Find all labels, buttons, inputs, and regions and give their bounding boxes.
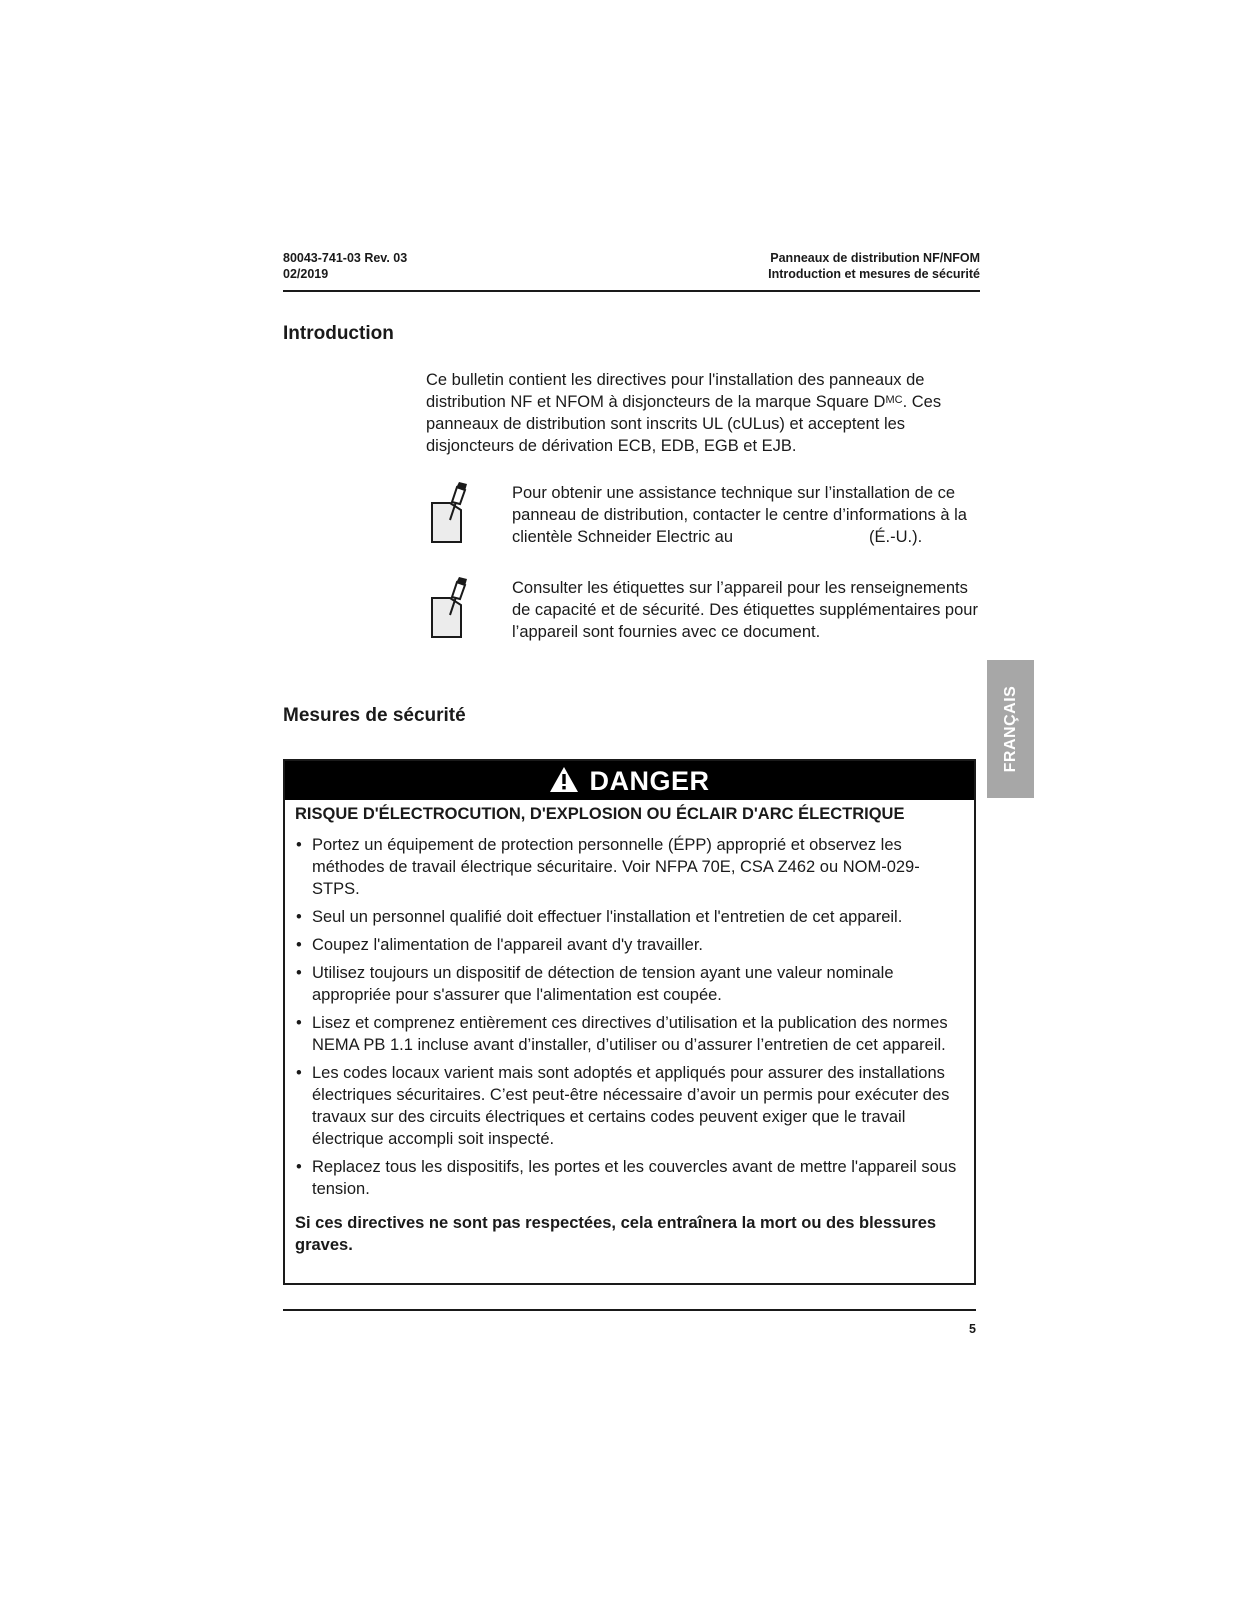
list-item-text: Replacez tous les dispositifs, les portes et les couvercles avant de mettre l'appareil sous tension. [312,1158,957,1198]
note-pin-icon [430,577,470,639]
doc-title: Panneaux de distribution NF/NFOM [770,251,980,265]
header-right [768,250,980,282]
list-item-text: Lisez et comprenez entièrement ces directives d’utilisation et la publication des normes NEMA PB 1.1 incluse avant d’installer, d’utiliser ou d’assurer l’entretien de cet appareil. [312,1014,948,1054]
page-number: 5 [969,1322,976,1336]
danger-consequence: Si ces directives ne sont pas respectées, cela entraînera la mort ou des blessures graves. [295,1214,937,1254]
bullet: • [296,1064,302,1082]
bullet: • [296,1014,302,1032]
introduction-paragraph [426,369,986,457]
page-header [283,250,980,292]
note-text: Consulter les étiquettes sur l’appareil pour les renseignements de capacité et de sécurité. Des étiquettes supplémentaires pour l’appareil sont fournies avec ce document. [512,579,978,641]
doc-subtitle: Introduction et mesures de sécurité [768,267,980,281]
list-item-text: Portez un équipement de protection personnelle (ÉPP) approprié et observez les méthodes de travail électrique sécuritaire. Voir NFPA 70E, CSA Z462 ou NOM-029-STPS. [312,836,920,898]
danger-box [283,759,976,1285]
bullet: • [296,908,302,926]
note-pin-icon [430,482,470,544]
doc-number: 80043-741-03 Rev. 03 [283,251,408,265]
list-item [295,1012,964,1056]
danger-subtitle: RISQUE D'ÉLECTROCUTION, D'EXPLOSION OU ÉCLAIR D'ARC ÉLECTRIQUE [295,805,905,823]
bullet: • [296,836,302,854]
note-text-part1: Pour obtenir une assistance technique sur l’installation de ce panneau de distribution, contacter le centre d’informations à la clientèle Schneider Electric au [512,484,967,546]
list-item-text: Les codes locaux varient mais sont adoptés et appliqués pour assurer des installations électriques sécuritaires. C’est peut-être nécessaire d’avoir un permis pour exécuter des travaux sur des circuits électriques et certains codes peuvent exiger que le travail électrique accompli soit inspecté. [312,1064,950,1148]
header-left [283,250,407,282]
intro-text-part1: Ce bulletin contient les directives pour l'installation des panneaux de distribution NF et NFOM à disjoncteurs de la marque Square D [426,371,925,411]
note-text-part2: (É.-U.). [869,528,923,546]
list-item [295,962,964,1006]
list-item [295,1062,964,1150]
intro-text-part2: . Ces panneaux de distribution sont inscrits UL (cULus) et acceptent les disjoncteurs de dérivation ECB, EDB, EGB et EJB. [426,393,942,455]
danger-header [285,761,974,800]
danger-label: DANGER [589,766,710,796]
danger-list [285,834,974,1200]
list-item-text: Seul un personnel qualifié doit effectuer l'installation et l'entretien de cet appareil. [312,908,903,926]
footer-divider [283,1309,976,1311]
doc-date: 02/2019 [283,267,329,281]
bullet: • [296,936,302,954]
list-item [295,834,964,900]
list-item [295,1156,964,1200]
bullet: • [296,1158,302,1176]
list-item-text: Coupez l'alimentation de l'appareil avant d'y travailler. [312,936,704,954]
note-text [512,482,982,548]
list-item [295,906,964,928]
introduction-heading: Introduction [283,323,394,344]
warning-triangle-icon [549,766,579,793]
trademark-superscript: MC [885,394,903,406]
list-item-text: Utilisez toujours un dispositif de détection de tension ayant une valeur nominale appropriée pour s'assurer que l'alimentation est coupée. [312,964,894,1004]
language-tab [987,660,1034,798]
safety-heading: Mesures de sécurité [283,705,466,726]
bullet: • [296,964,302,982]
language-tab-label: FRANÇAIS [1001,685,1019,773]
list-item [295,934,964,956]
